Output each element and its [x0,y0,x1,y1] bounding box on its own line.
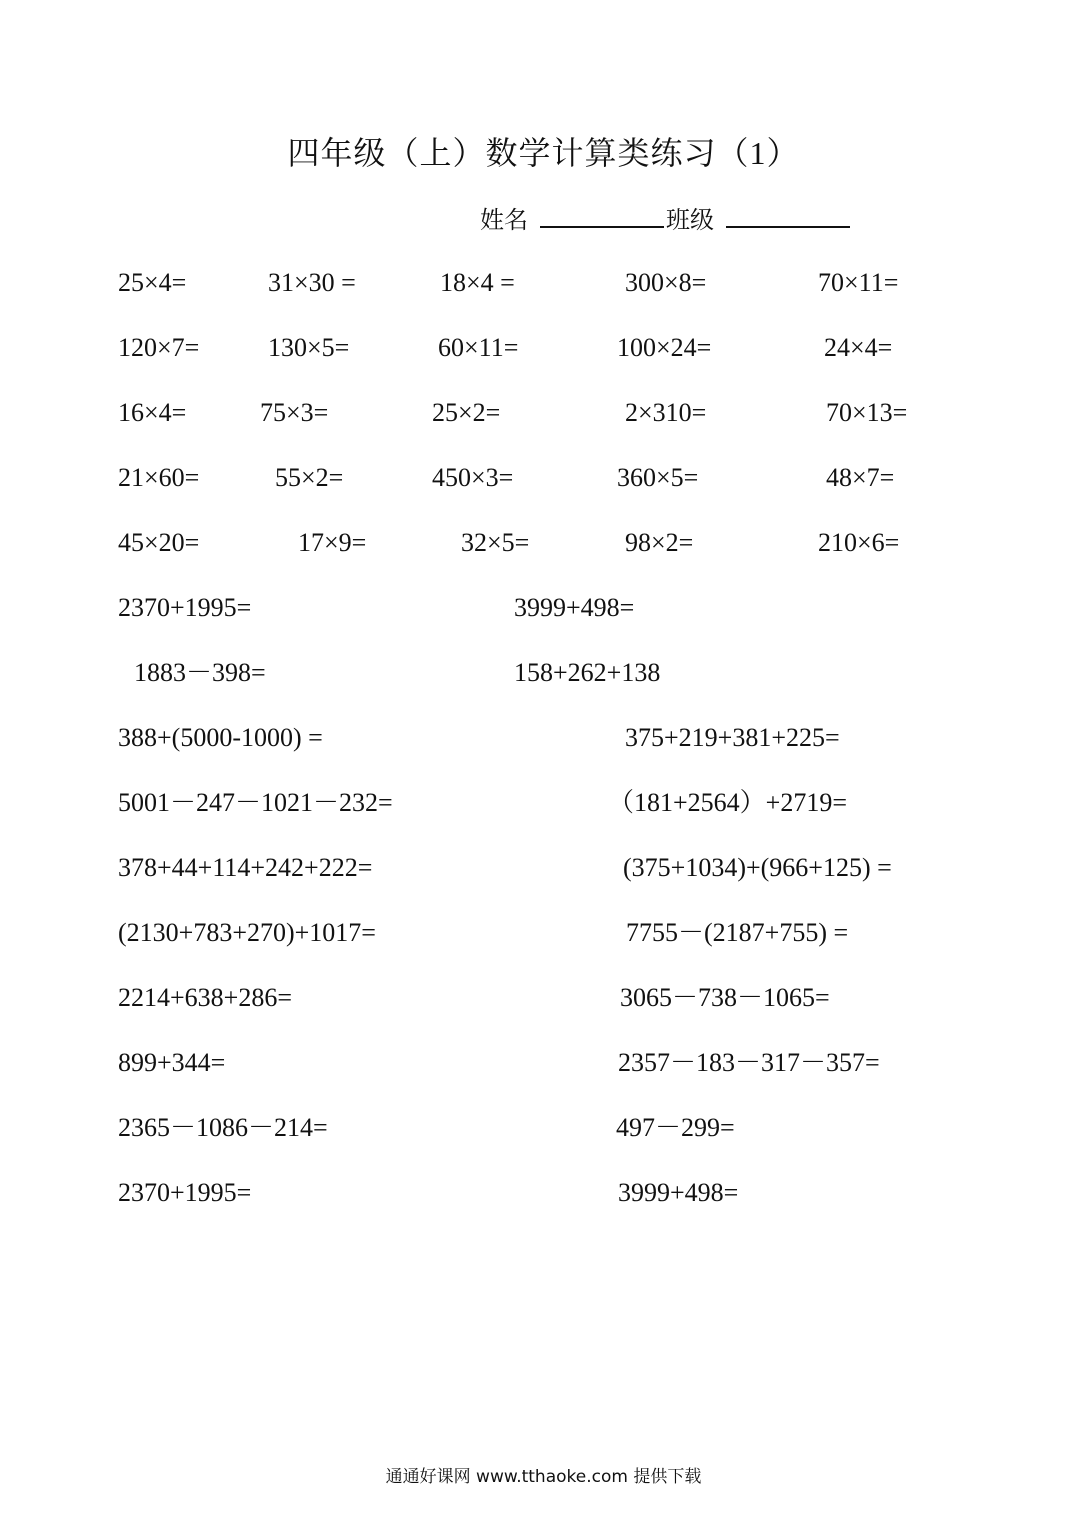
problem: 450×3= [432,463,514,492]
problem: 2370+1995= [118,1178,252,1207]
problem: (375+1034)+(966+125) = [623,853,892,882]
page-title: 四年级（上）数学计算类练习（1） [287,135,800,171]
problem: (2130+783+270)+1017= [118,918,376,947]
problem: 360×5= [617,463,699,492]
problem: 75×3= [260,398,329,427]
problem: 70×11= [818,268,899,297]
name-blank [540,204,664,228]
problem: 130×5= [268,333,350,362]
problem: 45×20= [118,528,200,557]
problem: 7755－(2187+755) = [626,918,849,947]
problem: 2365－1086－214= [118,1113,328,1142]
class-label: 班级 [666,208,714,234]
problem: 388+(5000-1000) = [118,723,323,752]
problem: 2214+638+286= [118,983,292,1012]
problem: 17×9= [298,528,367,557]
problem: 3999+498= [514,593,635,622]
problem: 25×2= [432,398,501,427]
problem: 497－299= [616,1113,735,1142]
student-info-line [480,200,852,235]
problem: 21×60= [118,463,200,492]
problem: 60×11= [438,333,519,362]
problem: 16×4= [118,398,187,427]
problem: 378+44+114+242+222= [118,853,373,882]
problem: 48×7= [826,463,895,492]
problem: 210×6= [818,528,900,557]
problem: 2357－183－317－357= [618,1048,880,1077]
problem: 100×24= [617,333,712,362]
problem: 1883－398= [134,658,266,687]
name-label: 姓名 [480,208,528,234]
problem: 2370+1995= [118,593,252,622]
problem: 899+344= [118,1048,226,1077]
problem: 24×4= [824,333,893,362]
problem: 55×2= [275,463,344,492]
problem: 2×310= [625,398,707,427]
problem: 31×30 = [268,268,356,297]
footer-credit: 通通好课网 www.tthaoke.com 提供下载 [385,1467,702,1487]
problem: 18×4 = [440,268,515,297]
class-blank [726,204,850,228]
problem: 300×8= [625,268,707,297]
problem: 70×13= [826,398,908,427]
problem: 158+262+138 [514,658,661,687]
problem: 32×5= [461,528,530,557]
problem: 3999+498= [618,1178,739,1207]
problem: 375+219+381+225= [625,723,840,752]
problem: 25×4= [118,268,187,297]
problem: 3065－738－1065= [620,983,830,1012]
problem: （181+2564）+2719= [608,788,847,817]
problem: 5001－247－1021－232= [118,788,393,817]
problem: 98×2= [625,528,694,557]
problem: 120×7= [118,333,200,362]
